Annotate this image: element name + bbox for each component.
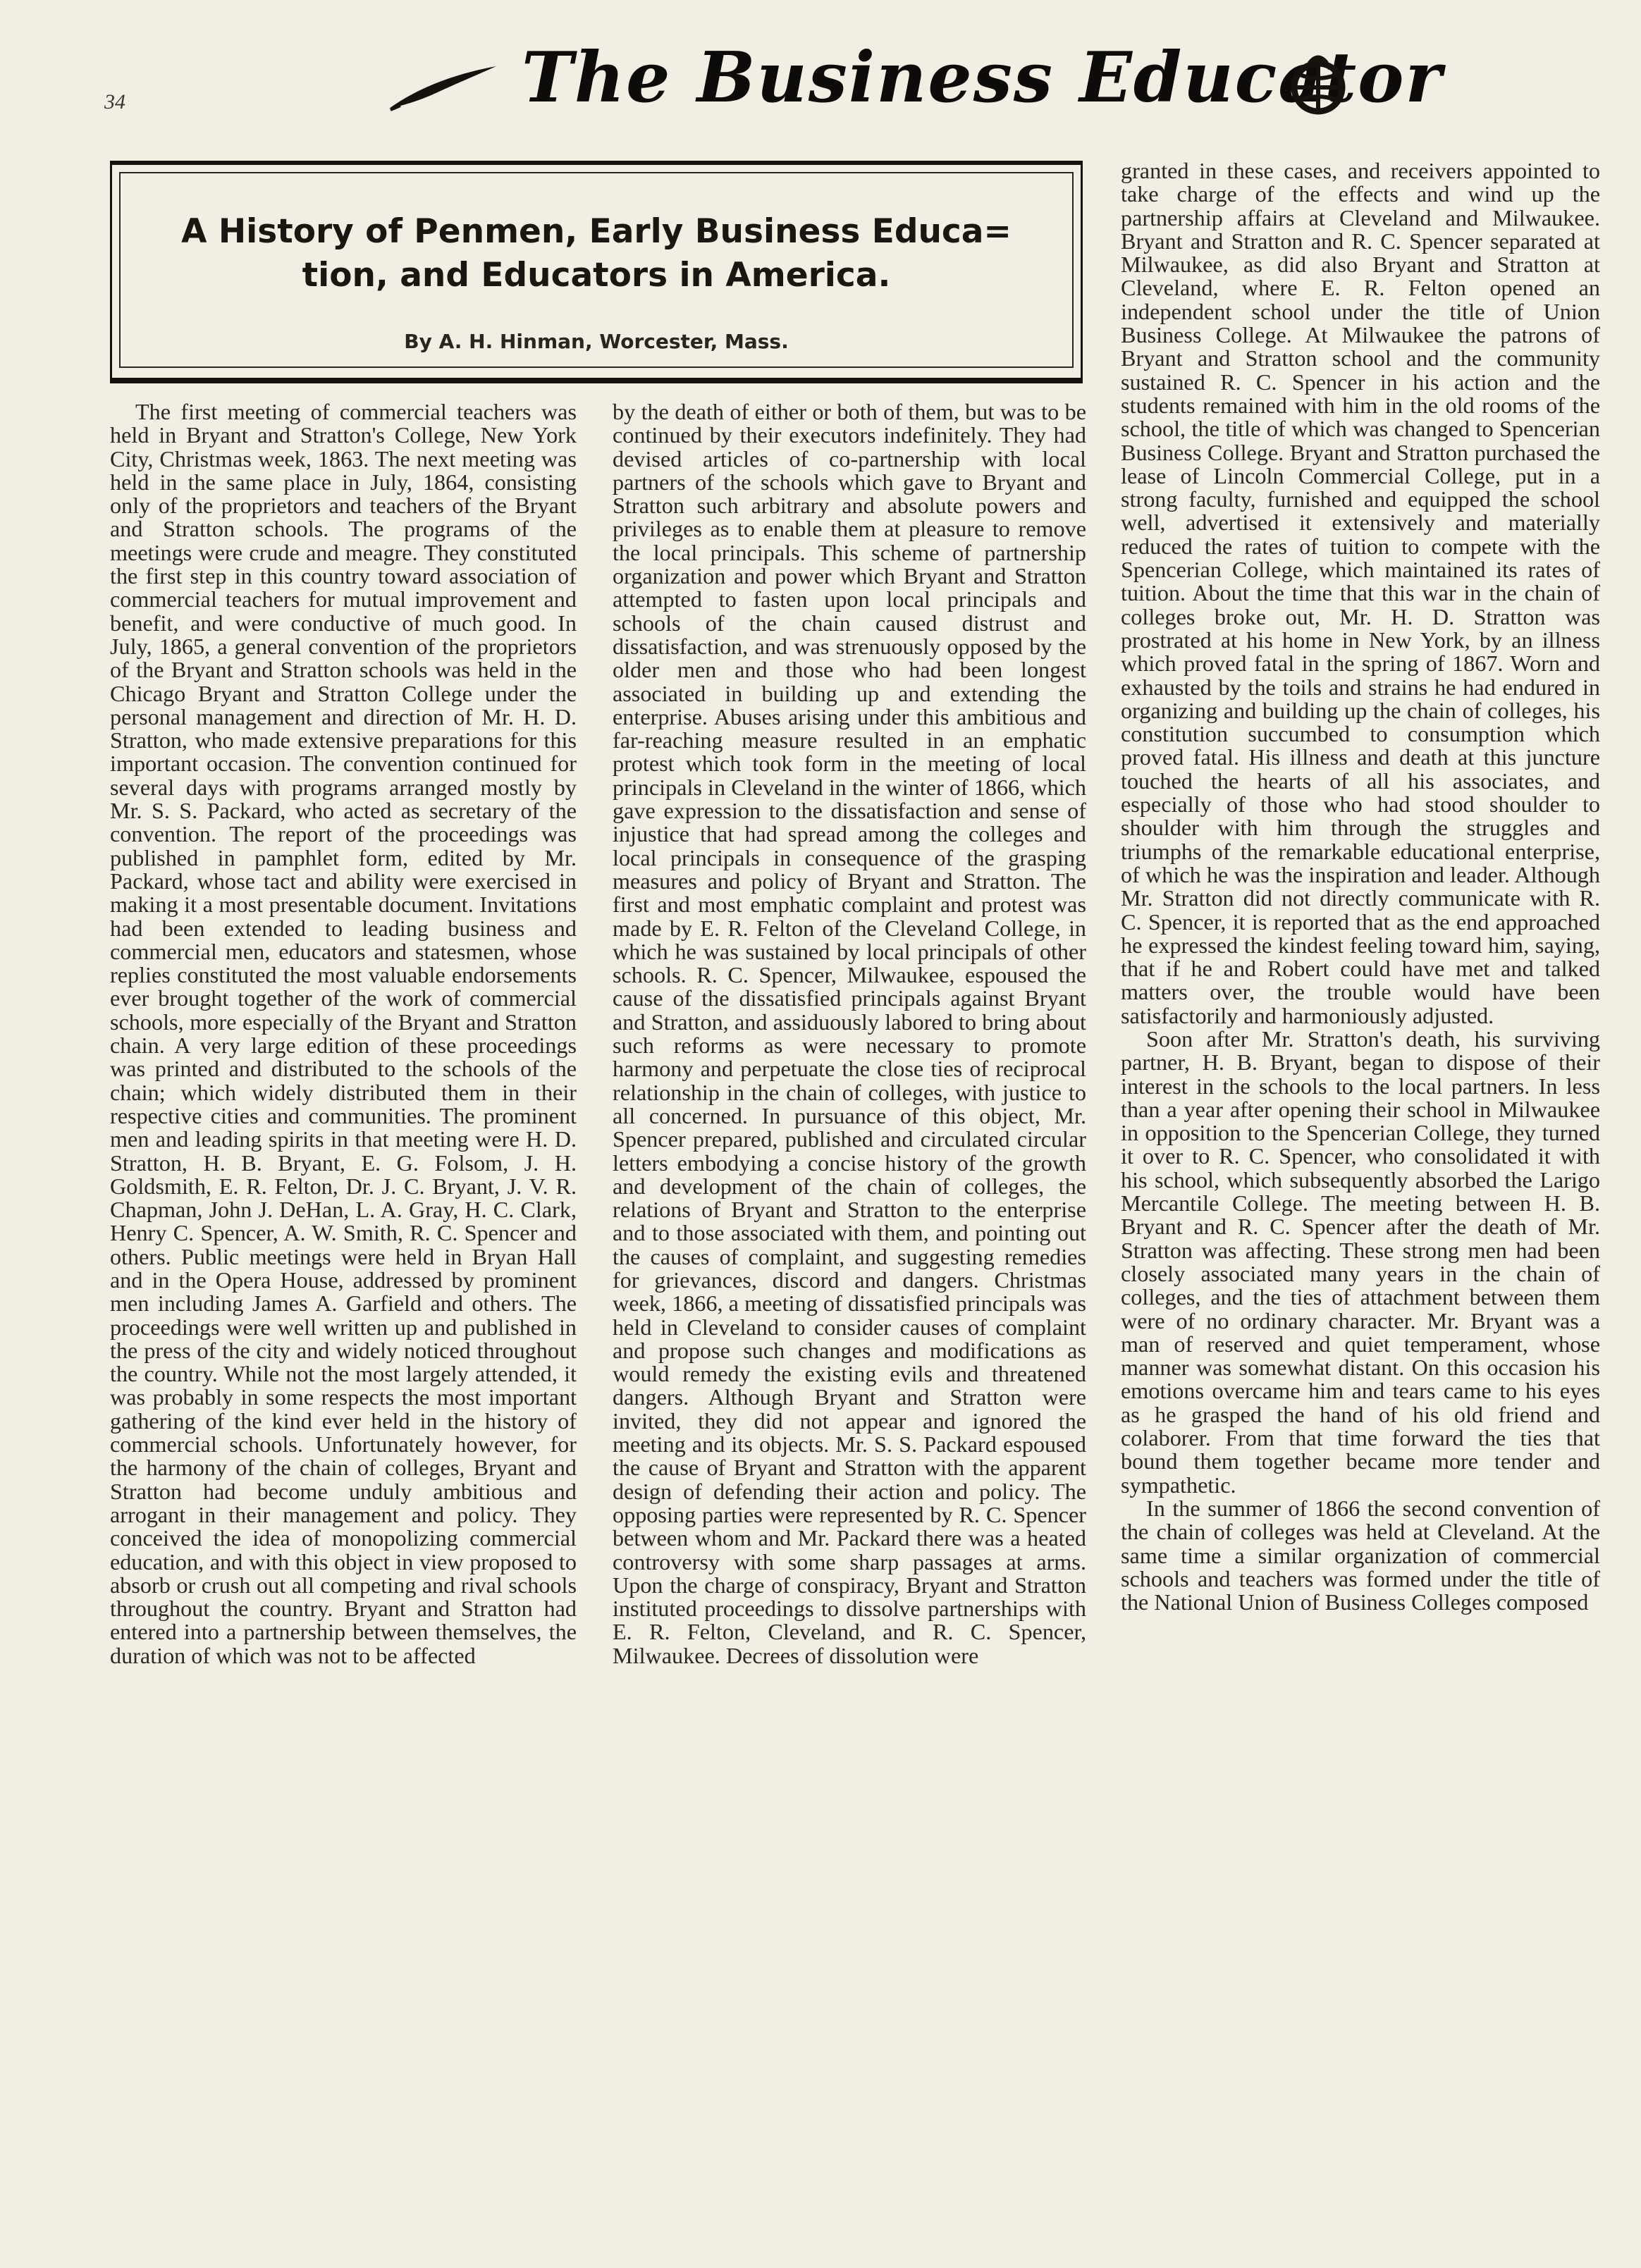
text-column-2 bbox=[613, 400, 1086, 2155]
globe-emblem-icon bbox=[1284, 51, 1352, 118]
article-title-box bbox=[110, 161, 1083, 383]
column-1-paragraph: The first meeting of commercial teachers was held in Bryant and Stratton's College, New York City, Christmas week, 1863. The next meeting was held in the same place in July, 1864, consisting only of the proprietors and teachers of the Bryant and Stratton schools. The programs of the meetings were crude and meagre. They constituted the first step in this country toward association of commercial teachers for mutual improvement and benefit, and were conductive of much good. In July, 1865, a general convention of the proprietors of the Bryant and Stratton schools was held in the Chicago Bryant and Stratton College under the personal management and direction of Mr. H. D. Stratton, who made extensive preparations for this important occasion. The convention continued for several days with programs arranged mostly by Mr. S. S. Packard, who acted as secretary of the convention. The report of the proceedings was published in pamphlet form, edited by Mr. Packard, whose tact and ability were exercised in making it a most presentable document. Invitations had been extended to leading business and commercial men, educators and statesmen, whose replies constituted the most valuable endorsements ever brought together of the work of commercial schools, more especially of the Bryant and Stratton chain. A very large edition of these proceedings was printed and distributed to the schools of the chain; which widely distributed them in their respective cities and communities. The prominent men and leading spirits in that meeting were H. D. Stratton, H. B. Bryant, E. G. Folsom, J. H. Goldsmith, E. R. Felton, Dr. J. C. Bryant, J. V. R. Chapman, John J. DeHan, L. A. Gray, H. C. Clark, Henry C. Spencer, A. W. Smith, R. C. Spencer and others. Public meetings were held in Bryan Hall and in the Opera House, addressed by prominent men including James A. Garfield and others. The proceedings were well written up and published in the press of the city and widely noticed throughout the country. While not the most largely attended, it was probably in some respects the most important gathering of the kind ever held in the history of commercial schools. Unfortunately however, for the harmony of the chain of colleges, Bryant and Stratton had become unduly ambitious and arrogant in their management and policy. They conceived the idea of monopolizing commercial education, and with this object in view proposed to absorb or crush out all competing and rival schools throughout the country. Bryant and Stratton had entered into a partnership between themselves, the duration of which was not to be affected bbox=[110, 400, 577, 1668]
page-number: 34 bbox=[104, 90, 125, 113]
column-3-paragraph-3: In the summer of 1866 the second convention of the chain of colleges was held at Cleveland. At the same time a similar organization of commercial schools and teachers was formed under the title of the National Union of Business Colleges composed bbox=[1121, 1495, 1600, 1615]
text-column-3 bbox=[1121, 159, 1600, 2161]
quill-pen-icon bbox=[386, 62, 499, 111]
column-3-paragraph-1: granted in these cases, and receivers appointed to take charge of the effects and wind up the partnership affairs at Cleveland and Milwaukee. Bryant and Stratton and R. C. Spencer separated at Milwaukee, as did also Bryant and Stratton at Cleveland, where E. R. Felton opened an independent school under the title of Union Business College. At Milwaukee the patrons of Bryant and Stratton school and the community sustained R. C. Spencer in his action and the students remained with him in the old rooms of the school, the title of which was changed to Spencerian Business College. Bryant and Stratton purchased the lease of Lincoln Commercial College, put in a strong faculty, furnished and equipped the school well, advertised it extensively and materially reduced the rates of tuition to compete with the Spencerian College, which maintained its rates of tuition. About the time that this war in the chain of colleges broke out, Mr. H. D. Stratton was prostrated at his home in New York, by an illness which proved fatal in the spring of 1867. Worn and exhausted by the toils and strains he had endured in organizing and building up the chain of colleges, his constitution succumbed to consumption which proved fatal. His illness and death at this juncture touched the hearts of all his associates, and especially of those who had stood shoulder to shoulder with him through the struggles and triumphs of the remarkable educational enterprise, of which he was the inspiration and leader. Although Mr. Stratton did not directly communicate with R. C. Spencer, it is reported that as the end approached he expressed the kindest feeling toward him, saying, that if he and Robert could have met and talked matters over, the trouble would have been satisfactorily and harmoniously adjusted. bbox=[1121, 159, 1600, 1028]
article-title-line-1: A History of Penmen, Early Business Educa= bbox=[181, 212, 1012, 251]
title-box-inner-rule bbox=[119, 172, 1074, 368]
column-2-paragraph: by the death of either or both of them, but was to be continued by their executors indefinitely. They had devised articles of co-partnership with local partners of the schools which gave to Bryant and Stratton such arbitrary and absolute powers and privileges as to enable them at pleasure to remove the local principals. This scheme of partnership organization and power which Bryant and Stratton attempted to fasten upon local principals and schools of the chain caused distrust and dissatisfaction, and was strenuously opposed by the older men and those who had been longest associated in building up and extending the enterprise. Abuses arising under this ambitious and far-reaching measure resulted in an emphatic protest which took form in the meeting of local principals in Cleveland in the winter of 1866, which gave expression to the dissatisfaction and sense of injustice that had spread among the colleges and local principals in consequence of the grasping measures and policy of Bryant and Stratton. The first and most emphatic complaint and protest was made by E. R. Felton of the Cleveland College, in which he was sustained by local principals of other schools. R. C. Spencer, Milwaukee, espoused the cause of the dissatisfied principals against Bryant and Stratton, and assiduously labored to bring about such reforms as were necessary to promote harmony and perpetuate the close ties of reciprocal relationship in the chain of colleges, with justice to all concerned. In pursuance of this object, Mr. Spencer prepared, published and circulated circular letters embodying a concise history of the growth and development of the chain of colleges, the relations of Bryant and Stratton to the enterprise and to those associated with them, and pointing out the causes of complaint, and suggesting remedies for grievances, discord and dangers. Christmas week, 1866, a meeting of dissatisfied principals was held in Cleveland to consider causes of complaint and propose such changes and modifications as would remedy the existing evils and threatened dangers. Although Bryant and Stratton were invited, they did not appear and ignored the meeting and its objects. Mr. S. S. Packard espoused the cause of Bryant and Stratton with the apparent design of defending their action and policy. The opposing parties were represented by R. C. Spencer between whom and Mr. Packard there was a heated controversy with some sharp passages at arms. Upon the charge of conspiracy, Bryant and Stratton instituted proceedings to dissolve partnerships with E. R. Felton, Cleveland, and R. C. Spencer, Milwaukee. Decrees of dissolution were bbox=[613, 400, 1086, 1668]
article-title-line-2: tion, and Educators in America. bbox=[302, 256, 891, 295]
text-column-1 bbox=[110, 400, 577, 2155]
column-3-paragraph-2: Soon after Mr. Stratton's death, his surviving partner, H. B. Bryant, began to dispose of their interest in the schools to the local partners. In less than a year after opening their school in Milwaukee in opposition to the Spencerian College, they turned it over to R. C. Spencer, who consolidated it with his school, which subsequently absorbed the Larigo Mercantile College. The meeting between H. B. Bryant and R. C. Spencer after the death of Mr. Stratton was affecting. These strong men had been closely associated many years in the chain of colleges, and the ties of attachment between them were of no ordinary character. Mr. Bryant was a man of reserved and quiet temperament, whose manner was somewhat distant. On this occasion his emotions overcame him and tears came to his eyes as he grasped the hand of his old friend and colaborer. From that time forward the ties that bound them together became more tender and sympathetic. bbox=[1121, 1025, 1600, 1498]
article-title bbox=[121, 210, 1072, 297]
publication-title: The Business Educator bbox=[522, 37, 1444, 118]
article-byline: By A. H. Hinman, Worcester, Mass. bbox=[404, 330, 789, 353]
